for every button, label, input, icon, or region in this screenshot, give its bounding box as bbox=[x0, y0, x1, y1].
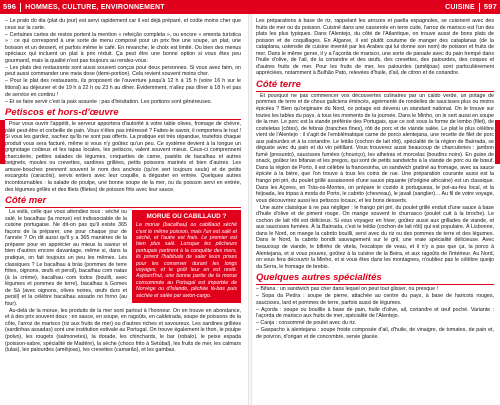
intro-paragraph: – Pour le plat des restaurants, ils proposent de l'ouverture jusqu'à 12 h à 15 h (voire 16 h sur le littoral) au déjeuner et de 19 h à 22 h ou 23 h au dîner. Évidemment, n'allez pas dîner à 18 h et pas de service en continu ! bbox=[5, 78, 241, 98]
specialite-item: – Canja : consommé de poulet avec du riz. bbox=[256, 320, 357, 327]
cote-mer-text: La voilà, celle que vous attendiez tous : séché ou salé, le bacalhau (la morue) est indissociable de la cuisine portugaise. Ne dit-on pas qu'il existe 365 façons de la préparer, une pour chaque jour de l'année ? On dit aussi qu'il y a 365 manières de la préparer pour en apprécier au mieux la saveur et bien d'autres encore davantage, même si, dans la pratique, on fait toujours un peu les mêmes. Les classiques ? Le bacalhau à brás (pommes de terre frites, oignons, œufs et persil), bacalhau com natas (à la crème), bacalhau com todos (bouilli, avec légumes et pommes de terre), bacalhau à Gomes de Sá (avec oignons, olives noires, œufs durs et persil) et la célèbre bacalhau assado no forno (au four). bbox=[5, 209, 127, 307]
specialite-item: – Gaspacho à alentejana : soupe froide composée d'ail, d'huile, de vinaigre, de tomates, de pain et, de poivron, d'origan et de concombre, servie glacée. bbox=[256, 327, 494, 341]
specialite-item: – Sopa da Pedra : soupe de pierre, attachée au centre du pays, à base de haricots rouges, saucisses, lard et pommes de terre, parfois aussi de légumes. bbox=[256, 293, 494, 306]
cote-mer-text: Au-delà de la morue, les produits de la mer sont partout à l'honneur. On en trouve en abondance, et à des prix souvent doux : en sauce, en soupe, en ragoûts, en caldeirada, soupe de poissons de la côte, l'arroz de marisco (riz aux fruits de mer) ou d'autres riches et savoureux. Les sardines grillées (sardinhas assadas) sont une institution estivale au Portugal. On trouve également le thon, le poulpe (polvo), les rougets (salmonetes), la dorade, les chinchards, le bar (robalo), le peixe espada (poisson-sabre, spécialité de Madère), la sèche (choco frito à Setúbal), les fruits de mer, les calmars (lulas), les palourdes (amêijoas), les crevettes (camarão), et les gambas. bbox=[5, 307, 241, 354]
page-header-left bbox=[0, 0, 250, 14]
thumb-tab-right bbox=[495, 120, 500, 164]
sidebar-box-morue bbox=[132, 210, 241, 303]
intro-paragraph: – Et se faire servir c'est la paix assurée : pas d'hésitation. Les portions sont généreuses. bbox=[5, 98, 212, 105]
page-number-right: 597 bbox=[483, 2, 497, 11]
cote-terre-text: Et pourquoi ne pas commencer vos découvertes culinaires par un caldo verde, un potage de pommes de terre et de choux galiciens émincés, agrémenté de rondelles de saucisses plus ou moins épicées ? Bien qu'originaire du Nord, ce potage est devenu un standard national. On le trouve sur toutes les tables du pays, à tous les moments de la journée. Dans le Minho, on le sert aussi en soupe de la mer. Le porc est la viande préférée des Portugais, que ce soit sous la forme de lombo (filet), de costeletas (côtes), de febras (tranches fines), rôti de porc et de viande salée. Le plat le plus célèbre vient de l'Alentejo : il s'agit de l'emblématique carne de porco alentejana, une recette de filet de porc aux palourdes et à la coriandre. Le leitão (cochon de lait rôti), spécialité de la région de Bairrada, se déguste avec du pain et du vin pétillant. Vous trouverez aussi beaucoup de charcuteries : jambon fumé (presunto), saucisses fumées (chouriço), les alheiras et morcelas (boudins noirs). En guise de snack, goûtez les bifanas et les pregos, qui sont de petits sandwichs à la viande de porc ou de bœuf. Dans la région de Porto, il est célèbre la francesinha, un sandwich gratiné au fromage, avec sa sauce épicée à la bière, que l'on trouve à tous les coins de rue. Une préparation courante aussi est la frango piri piri, du poulet grillé assaisonné d'une sauce piquante (d'origine africaine) est un classique. Dans les Açores, en Trás-os-Montes, on prépare le cozido à portuguesa, le pot-au-feu local, et la feijoada, les tripas à moda do Porto, le cabrito (chevreau), le javali (sanglier)… Au fil de votre voyage, vous découvrirez aussi les petiscos locaux, et les bons desserts. bbox=[256, 92, 494, 204]
sidebar-box-text: La morue (bacalhau) ou cabillaud séché c'est le même poisson, mais l'un est salé et séché, et l'autre est frais. Le premier est bien plus salé. Lorsque les pêcheurs portugais partirent à la conquête des mers, ils prirent l'habitude de saler leurs prises pour les conserver durant les longs voyages, et le goût leur en est resté. Aujourd'hui, une bonne partie de la morue consommée au Portugal est importée de Norvège ou d'Islande, pêchée là-bas puis séchée et salée par avion-cargo. bbox=[136, 222, 237, 299]
petiscos-text: Pour vous ouvrir l'appétit, le serveur apportera d'autorité à votre table olives, fromage de chèvre, pâté peut-être et corbeille de pain. Vous n'êtes pas intéressé ? Faites-le savoir, il remportera le tout ! Si vous les gardez, sachez qu'ils ne sont pas offerts. La pratique est très répandue, toutefois chaque produit vous sera facturé, même si vous n'y goûtez qu'un peu. Ce système devient à la longue un grignotage coûteux et les tapas locales, les petiscos, valent souvent mieux. Ceux-ci comprennent charcuterie, petites salades de légumes, croquettes de carne, pastéis de bacalhau et autres beignets, moules ou crevettes, sardines grillées, petits poissons marinés et bien d'autres. Les amuse-bouches prennent souvent le nom des anchois (qu'on sert toujours seuls) et de petits escargots (caracóis), servis entiers avec leur coquille, à déguster en entrée. Quelques autres incontournables : la salade de poulpe, une bonne soupe de la mer, ou du poisson servi en entrée, des légumes grillés et des filets (filetes) de poisson frits avec leur sauce. bbox=[5, 121, 241, 193]
header-separator bbox=[20, 3, 21, 12]
header-separator bbox=[479, 3, 480, 12]
left-column bbox=[5, 18, 241, 354]
page-header-right bbox=[250, 0, 500, 14]
specialite-item: – Açorda : soupe ou bouillie à base de pain, huile d'olive, ail, coriandre et œuf poché. Variante : l'açorda de marisco aux fruits de mer, spécialité de l'Alentejo. bbox=[256, 306, 494, 320]
right-column bbox=[256, 18, 494, 341]
header-title-right: CUISINE bbox=[445, 4, 475, 11]
intro-paragraph: – Certaines cartes de restos portent la mention « refeição completa », ou encore « ementa turística » : ce qui correspond à une sorte de menu composé pour un prix fixe une soupe, un plat, une boisson et un dessert, et parfois même le café. En revanche, le choix est limité. Ou bien des menus spéciaux qui incluent un plat à prix réduit. Ça peut être une bonne option si vous êtes peu gourmand, mais la qualité n'est pas toujours au rendez-vous. bbox=[5, 31, 241, 64]
sidebar-box-title: MORUE OU CABILLAUD ? bbox=[146, 213, 227, 221]
cote-terre-text: Une autre classique à ne pas négliger : le frango piri piri, du poulet grillé enduit d'une sauce à base d'huile d'olive et de piment rouge. On mange souvent le churrasco (poulet cuit à la broche). Le cochon de lait rôti est délicieux. Si vous voyagez en hiver, goûtez aussi aux grillades de viande, et aux saucisses fumées. À la Bairrada, c'est le leitão (cochon de lait rôti) qui est populaire. À Lisbonne, dans le Nord, on mange la cabrito bouilli, servi avec du riz ou des pommes de terre et des légumes. Dans le Nord, la cabrito bondit sauvagement sur le gril, une vraie spécialité délicieuse. Avec beaucoup de viande, le bifinho de vitela, l'escalope de veau, et il n'y a pas que ça, la porco à Alentejana, et si vous pouvez, goûtez à la cuisine de la Beira, et aux ragoûts de l'intérieur. Au Nord, on vous fera découvrir la Minho, et si vous êtes dans les montagnes, n'oubliez pas le célèbre queijo da Serra, le fromage de brebis. bbox=[256, 204, 494, 270]
section-heading-petiscos: Petiscos et hors-d'œuvre bbox=[5, 108, 241, 120]
page-number-left: 596 bbox=[3, 2, 17, 11]
intro-paragraph: – Les plats des restaurants sont aussi souvent conçus pour deux personnes. Si vous avez faim, on peut aussi commander une meia dose (demi-portion). Cela revient souvent moins cher. bbox=[5, 64, 241, 78]
intro-paragraph: Les préparations à base de riz, rappelant les arrozes et paella espagnoles, se cuisinent avec des fruits de mer ou du poisson. Cuisiné dans une casserole en terre cuite, l'arroz de marisco est l'un des plats les plus typiques. Dans l'Alentejo, du côté de l'Atlantique, on trouve aussi de bons plats de poisson et de coquillages. En Algarve, il est plutôt coutume de manger des cataplanas (de la cataplana, ustensile de cuisine inventé par les Arabes qui lui donne son nom) de poisson et fruits de mer. Dans le même genre, il y a l'açorda de marisco, une sorte de panade avec du pain trempé dans l'huile d'olive, de l'ail, de la coriandre et des œufs, des crevettes, des palourdes, des coques et d'autres fruits de mer. Pour les fruits de mer, les palourdes (amêijoas) sont particulièrement appréciées, notamment à Bulhão Pato, relevées d'huile, d'ail, de citron et de coriandre. bbox=[256, 18, 494, 77]
header-title-left: HOMMES, CULTURE, ENVIRONNEMENT bbox=[25, 4, 165, 11]
right-page bbox=[250, 0, 500, 405]
section-heading-cote-mer: Côté mer bbox=[5, 196, 241, 208]
specialite-item: – Bifana : un sandwich pas cher dans lequel on peut tout glisser, ou presque ! bbox=[256, 286, 438, 293]
section-heading-specialites: Quelques autres spécialités bbox=[256, 273, 494, 285]
intro-paragraph: – Le prato do dia (plat du jour) est servi rapidement car il est déjà préparé, et coûte moins cher que ceux sur la carte. bbox=[5, 18, 241, 31]
section-heading-cote-terre: Côté terre bbox=[256, 80, 494, 92]
